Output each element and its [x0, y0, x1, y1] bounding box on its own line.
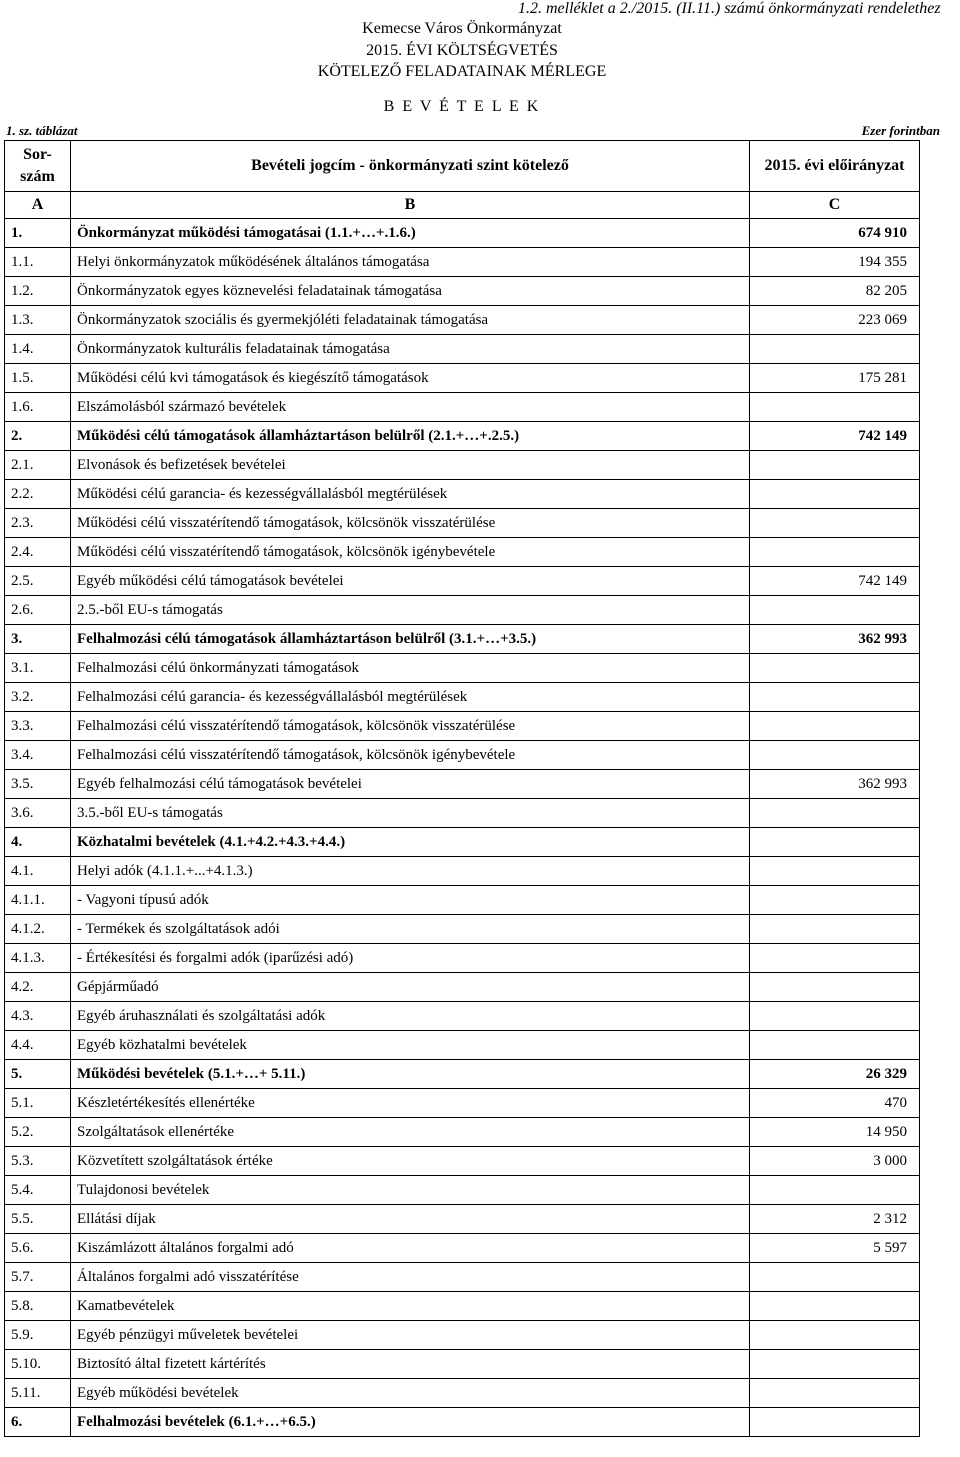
revenue-table — [4, 140, 920, 1437]
row-title: 3.5.-ből EU-s támogatás — [71, 799, 750, 828]
row-number: 1.3. — [5, 306, 71, 335]
row-title: Általános forgalmi adó visszatérítése — [71, 1263, 750, 1292]
table-row — [5, 1292, 920, 1321]
table-row — [5, 306, 920, 335]
table-row — [5, 915, 920, 944]
table-row — [5, 886, 920, 915]
row-number: 5.7. — [5, 1263, 71, 1292]
table-row — [5, 1321, 920, 1350]
row-title: Egyéb pénzügyi műveletek bevételei — [71, 1321, 750, 1350]
table-row — [5, 422, 920, 451]
table-row — [5, 1350, 920, 1379]
table-row — [5, 596, 920, 625]
table-row — [5, 1234, 920, 1263]
table-row — [5, 364, 920, 393]
table-row — [5, 277, 920, 306]
row-amount: 5 597 — [750, 1234, 920, 1263]
row-amount: 3 000 — [750, 1147, 920, 1176]
table-row — [5, 1031, 920, 1060]
row-title: Felhalmozási célú garancia- és kezességvállalásból megtérülések — [71, 683, 750, 712]
table-row — [5, 828, 920, 857]
row-number: 1.1. — [5, 248, 71, 277]
table-row — [5, 335, 920, 364]
table-row — [5, 393, 920, 422]
row-amount — [750, 712, 920, 741]
table-row — [5, 219, 920, 248]
row-amount — [750, 480, 920, 509]
table-row — [5, 1147, 920, 1176]
row-title: Felhalmozási célú visszatérítendő támogatások, kölcsönök igénybevétele — [71, 741, 750, 770]
row-title: Kiszámlázott általános forgalmi adó — [71, 1234, 750, 1263]
row-title: Elszámolásból származó bevételek — [71, 393, 750, 422]
row-amount: 742 149 — [750, 422, 920, 451]
annex-reference: 1.2. melléklet a 2./2015. (II.11.) számú önkormányzati rendelethez — [518, 0, 941, 17]
document-title-balance: KÖTELEZŐ FELADATAINAK MÉRLEGE — [317, 63, 607, 80]
row-amount — [750, 1002, 920, 1031]
row-number: 5.1. — [5, 1089, 71, 1118]
row-number: 1.6. — [5, 393, 71, 422]
row-amount — [750, 973, 920, 1002]
column-header-title: Bevételi jogcím - önkormányzati szint kötelező — [71, 141, 750, 192]
row-number: 4.1.3. — [5, 944, 71, 973]
row-number: 3.6. — [5, 799, 71, 828]
row-amount: 362 993 — [750, 770, 920, 799]
row-amount — [750, 1379, 920, 1408]
row-amount — [750, 944, 920, 973]
row-number: 5.2. — [5, 1118, 71, 1147]
row-title: - Vagyoni típusú adók — [71, 886, 750, 915]
row-number: 5.3. — [5, 1147, 71, 1176]
row-title: Biztosító által fizetett kártérítés — [71, 1350, 750, 1379]
row-number: 4.1. — [5, 857, 71, 886]
table-reference: 1. sz. táblázat — [6, 123, 78, 138]
table-row — [5, 248, 920, 277]
row-title: Ellátási díjak — [71, 1205, 750, 1234]
row-number: 4. — [5, 828, 71, 857]
row-amount: 223 069 — [750, 306, 920, 335]
row-number: 4.4. — [5, 1031, 71, 1060]
row-amount — [750, 509, 920, 538]
row-number: 5.4. — [5, 1176, 71, 1205]
row-title: - Termékek és szolgáltatások adói — [71, 915, 750, 944]
row-number: 3.5. — [5, 770, 71, 799]
row-number: 3.2. — [5, 683, 71, 712]
table-row — [5, 1379, 920, 1408]
row-title: Közvetített szolgáltatások értéke — [71, 1147, 750, 1176]
row-title: Egyéb közhatalmi bevételek — [71, 1031, 750, 1060]
row-title: Önkormányzatok szociális és gyermekjóléti feladatainak támogatása — [71, 306, 750, 335]
row-amount — [750, 741, 920, 770]
table-row — [5, 741, 920, 770]
row-title: Működési célú garancia- és kezességvállalásból megtérülések — [71, 480, 750, 509]
row-title: Önkormányzatok egyes köznevelési feladatainak támogatása — [71, 277, 750, 306]
row-title: Elvonások és befizetések bevételei — [71, 451, 750, 480]
revenue-table-body — [5, 141, 920, 1437]
row-title: Egyéb működési bevételek — [71, 1379, 750, 1408]
row-amount — [750, 1321, 920, 1350]
row-number: 5.10. — [5, 1350, 71, 1379]
column-letter-b: B — [71, 192, 750, 219]
row-title: Helyi önkormányzatok működésének általános támogatása — [71, 248, 750, 277]
column-header-number-bottom: szám — [20, 168, 55, 185]
table-row — [5, 712, 920, 741]
row-number: 2.5. — [5, 567, 71, 596]
table-row — [5, 1089, 920, 1118]
row-number: 1. — [5, 219, 71, 248]
row-title: Működési célú visszatérítendő támogatások, kölcsönök visszatérülése — [71, 509, 750, 538]
row-title: Felhalmozási bevételek (6.1.+…+6.5.) — [71, 1408, 750, 1437]
row-amount: 742 149 — [750, 567, 920, 596]
row-amount: 82 205 — [750, 277, 920, 306]
row-amount: 14 950 — [750, 1118, 920, 1147]
row-title: Működési célú kvi támogatások és kiegészítő támogatások — [71, 364, 750, 393]
row-title: Egyéb felhalmozási célú támogatások bevételei — [71, 770, 750, 799]
row-number: 3.1. — [5, 654, 71, 683]
table-row — [5, 625, 920, 654]
row-number: 2.2. — [5, 480, 71, 509]
column-letter-c: C — [750, 192, 920, 219]
row-number: 3. — [5, 625, 71, 654]
row-number: 2.4. — [5, 538, 71, 567]
row-title: Működési célú visszatérítendő támogatások, kölcsönök igénybevétele — [71, 538, 750, 567]
row-number: 2.1. — [5, 451, 71, 480]
table-row — [5, 538, 920, 567]
column-header-number — [5, 141, 71, 192]
row-number: 4.1.2. — [5, 915, 71, 944]
column-letter-row — [5, 192, 920, 219]
row-number: 4.1.1. — [5, 886, 71, 915]
document-title-municipality: Kemecse Város Önkormányzat — [362, 20, 562, 37]
row-number: 2.3. — [5, 509, 71, 538]
row-title: Önkormányzat működési támogatásai (1.1.+…+.1.6.) — [71, 219, 750, 248]
row-amount: 194 355 — [750, 248, 920, 277]
row-number: 2. — [5, 422, 71, 451]
row-title: Készletértékesítés ellenértéke — [71, 1089, 750, 1118]
column-letter-a: A — [5, 192, 71, 219]
row-title: Egyéb működési célú támogatások bevételei — [71, 567, 750, 596]
table-row — [5, 1263, 920, 1292]
currency-unit: Ezer forintban — [861, 123, 940, 138]
row-amount: 362 993 — [750, 625, 920, 654]
row-number: 2.6. — [5, 596, 71, 625]
row-number: 5.5. — [5, 1205, 71, 1234]
row-amount — [750, 1292, 920, 1321]
table-row — [5, 480, 920, 509]
row-title: Felhalmozási célú önkormányzati támogatások — [71, 654, 750, 683]
row-title: Felhalmozási célú visszatérítendő támogatások, kölcsönök visszatérülése — [71, 712, 750, 741]
row-title: - Értékesítési és forgalmi adók (iparűzési adó) — [71, 944, 750, 973]
row-number: 5.6. — [5, 1234, 71, 1263]
section-title-revenues: B E V É T E L E K — [383, 98, 541, 115]
row-number: 1.5. — [5, 364, 71, 393]
row-number: 5. — [5, 1060, 71, 1089]
row-title: Kamatbevételek — [71, 1292, 750, 1321]
table-row — [5, 973, 920, 1002]
row-number: 5.8. — [5, 1292, 71, 1321]
row-amount — [750, 1031, 920, 1060]
row-amount: 175 281 — [750, 364, 920, 393]
row-amount — [750, 654, 920, 683]
row-amount — [750, 683, 920, 712]
row-number: 5.9. — [5, 1321, 71, 1350]
row-number: 4.3. — [5, 1002, 71, 1031]
row-amount: 26 329 — [750, 1060, 920, 1089]
row-number: 3.3. — [5, 712, 71, 741]
row-amount: 470 — [750, 1089, 920, 1118]
row-title: Helyi adók (4.1.1.+...+4.1.3.) — [71, 857, 750, 886]
row-title: Önkormányzatok kulturális feladatainak támogatása — [71, 335, 750, 364]
table-row — [5, 451, 920, 480]
table-row — [5, 944, 920, 973]
row-amount — [750, 799, 920, 828]
row-title: 2.5.-ből EU-s támogatás — [71, 596, 750, 625]
row-title: Egyéb áruhasználati és szolgáltatási adók — [71, 1002, 750, 1031]
row-amount — [750, 596, 920, 625]
row-amount — [750, 335, 920, 364]
row-title: Szolgáltatások ellenértéke — [71, 1118, 750, 1147]
row-amount — [750, 538, 920, 567]
row-amount — [750, 1408, 920, 1437]
row-number: 6. — [5, 1408, 71, 1437]
row-amount — [750, 393, 920, 422]
document-title-budget: 2015. ÉVI KÖLTSÉGVETÉS — [366, 42, 558, 59]
row-number: 1.2. — [5, 277, 71, 306]
row-number: 4.2. — [5, 973, 71, 1002]
table-row — [5, 509, 920, 538]
row-title: Működési bevételek (5.1.+…+ 5.11.) — [71, 1060, 750, 1089]
table-row — [5, 567, 920, 596]
row-title: Gépjárműadó — [71, 973, 750, 1002]
row-amount — [750, 1263, 920, 1292]
table-row — [5, 683, 920, 712]
row-title: Közhatalmi bevételek (4.1.+4.2.+4.3.+4.4.) — [71, 828, 750, 857]
row-amount — [750, 857, 920, 886]
row-amount — [750, 886, 920, 915]
row-amount: 2 312 — [750, 1205, 920, 1234]
table-row — [5, 1002, 920, 1031]
row-number: 1.4. — [5, 335, 71, 364]
row-amount — [750, 1350, 920, 1379]
table-header-row — [5, 141, 920, 192]
table-row — [5, 1060, 920, 1089]
table-row — [5, 1118, 920, 1147]
row-amount — [750, 1176, 920, 1205]
table-row — [5, 770, 920, 799]
table-row — [5, 857, 920, 886]
row-amount: 674 910 — [750, 219, 920, 248]
table-row — [5, 1176, 920, 1205]
row-amount — [750, 451, 920, 480]
row-number: 3.4. — [5, 741, 71, 770]
table-row — [5, 1408, 920, 1437]
row-amount — [750, 828, 920, 857]
table-row — [5, 1205, 920, 1234]
column-header-amount: 2015. évi előirányzat — [750, 141, 920, 192]
row-title: Működési célú támogatások államháztartáson belülről (2.1.+…+.2.5.) — [71, 422, 750, 451]
table-row — [5, 799, 920, 828]
row-title: Felhalmozási célú támogatások államháztartáson belülről (3.1.+…+3.5.) — [71, 625, 750, 654]
row-title: Tulajdonosi bevételek — [71, 1176, 750, 1205]
row-amount — [750, 915, 920, 944]
column-header-number-top: Sor- — [23, 146, 52, 163]
row-number: 5.11. — [5, 1379, 71, 1408]
table-row — [5, 654, 920, 683]
